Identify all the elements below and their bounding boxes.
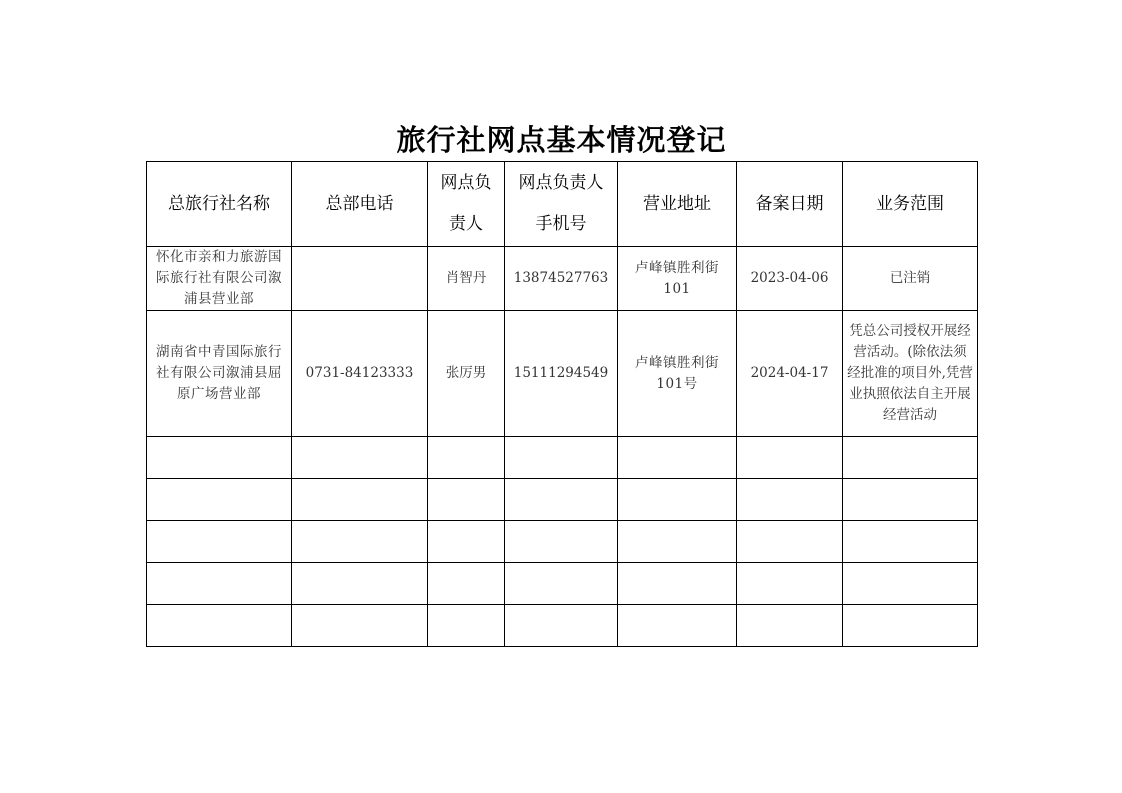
- header-manager-mobile: [505, 162, 618, 247]
- header-hq-phone: 总部电话: [292, 162, 428, 247]
- empty-cell: [292, 437, 428, 479]
- empty-cell: [843, 605, 978, 647]
- cell-filing-date: 2024-04-17: [737, 311, 843, 437]
- cell-address: 卢峰镇胜利街101号: [618, 311, 737, 437]
- table-header-row: [147, 162, 978, 247]
- cell-manager-mobile: 15111294549: [505, 311, 618, 437]
- cell-business-scope: 凭总公司授权开展经营活动。(除依法须经批准的项目外,凭营业执照依法自主开展经营活动: [843, 311, 978, 437]
- table-row: [147, 247, 978, 311]
- empty-cell: [428, 605, 505, 647]
- header-agency-name: 总旅行社名称: [147, 162, 292, 247]
- empty-cell: [505, 563, 618, 605]
- cell-filing-date: 2023-04-06: [737, 247, 843, 311]
- header-address: 营业地址: [618, 162, 737, 247]
- empty-cell: [505, 479, 618, 521]
- table-row-empty: [147, 479, 978, 521]
- page-title: 旅行社网点基本情况登记: [396, 123, 727, 157]
- empty-cell: [428, 563, 505, 605]
- empty-cell: [843, 521, 978, 563]
- cell-address: 卢峰镇胜利街101: [618, 247, 737, 311]
- empty-cell: [428, 521, 505, 563]
- empty-cell: [292, 563, 428, 605]
- empty-cell: [428, 437, 505, 479]
- empty-cell: [292, 605, 428, 647]
- header-mobile-line-1: 网点负责人: [518, 173, 604, 193]
- empty-cell: [843, 479, 978, 521]
- empty-cell: [618, 437, 737, 479]
- empty-cell: [618, 605, 737, 647]
- empty-cell: [618, 563, 737, 605]
- cell-hq-phone: 0731-84123333: [292, 311, 428, 437]
- empty-cell: [618, 521, 737, 563]
- header-manager: [428, 162, 505, 247]
- cell-hq-phone: [292, 247, 428, 311]
- cell-manager: 肖智丹: [428, 247, 505, 311]
- empty-cell: [843, 437, 978, 479]
- empty-cell: [737, 479, 843, 521]
- header-business-scope: 业务范围: [843, 162, 978, 247]
- empty-cell: [505, 605, 618, 647]
- table-row: [147, 311, 978, 437]
- cell-agency-name: 湖南省中青国际旅行社有限公司溆浦县屈原广场营业部: [147, 311, 292, 437]
- empty-cell: [737, 563, 843, 605]
- cell-agency-name: 怀化市亲和力旅游国际旅行社有限公司溆浦县营业部: [147, 247, 292, 311]
- empty-cell: [618, 479, 737, 521]
- cell-manager: 张厉男: [428, 311, 505, 437]
- table-row-empty: [147, 437, 978, 479]
- empty-cell: [292, 521, 428, 563]
- table-row-empty: [147, 605, 978, 647]
- empty-cell: [737, 521, 843, 563]
- header-filing-date: 备案日期: [737, 162, 843, 247]
- table-row-empty: [147, 521, 978, 563]
- table-row-empty: [147, 563, 978, 605]
- empty-cell: [147, 563, 292, 605]
- empty-cell: [505, 437, 618, 479]
- empty-cell: [428, 479, 505, 521]
- header-mobile-line-2: 手机号: [535, 214, 587, 234]
- empty-cell: [147, 521, 292, 563]
- empty-cell: [737, 437, 843, 479]
- empty-cell: [843, 563, 978, 605]
- empty-cell: [737, 605, 843, 647]
- empty-cell: [147, 437, 292, 479]
- empty-cell: [292, 479, 428, 521]
- empty-cell: [505, 521, 618, 563]
- header-manager-line-1: 网点负: [440, 173, 492, 193]
- empty-cell: [147, 605, 292, 647]
- registration-table: [146, 161, 978, 647]
- empty-cell: [147, 479, 292, 521]
- header-manager-line-2: 责人: [449, 214, 483, 234]
- cell-manager-mobile: 13874527763: [505, 247, 618, 311]
- cell-business-scope: 已注销: [843, 247, 978, 311]
